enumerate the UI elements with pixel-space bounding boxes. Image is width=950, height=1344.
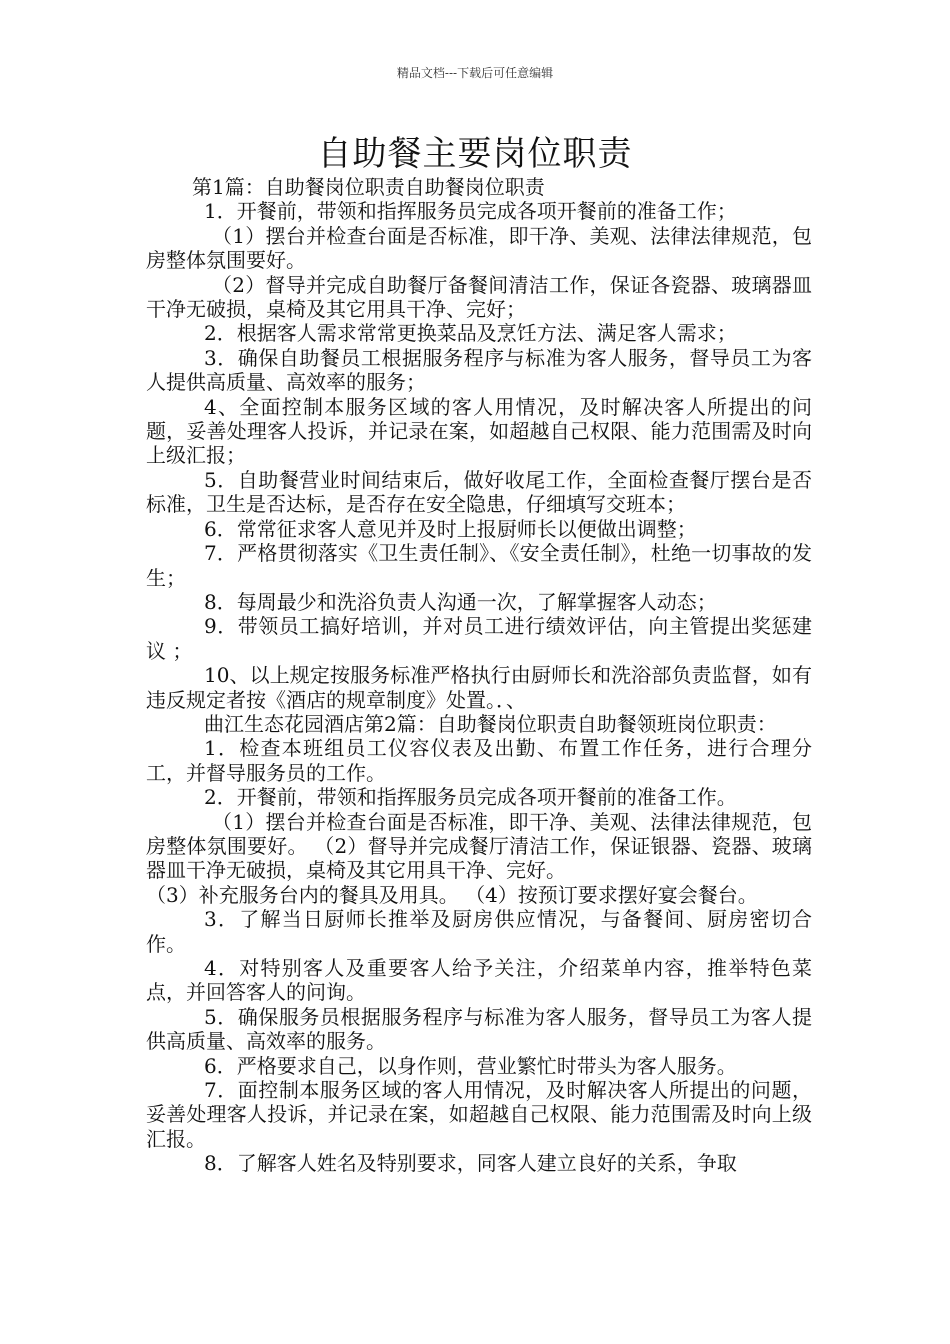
paragraph: 2．开餐前，带领和指挥服务员完成各项开餐前的准备工作。 (204, 785, 737, 810)
paragraph: 1．检查本班组员工仪容仪表及出勤、布置工作任务，进行合理分工，并督导服务员的工作。 (146, 736, 812, 785)
paragraph: （2）督导并完成自助餐厅备餐间清洁工作，保证各瓷器、玻璃器皿干净无破损，桌椅及其它用具干净、完好； (146, 272, 812, 322)
document-title: 自助餐主要岗位职责 (317, 134, 633, 174)
paragraph: 7．面控制本服务区域的客人用情况，及时解决客人所提出的问题，妥善处理客人投诉，并记录在案，如超越自己权限、能力范围需及时向上级汇报。 (146, 1078, 812, 1151)
section-heading-1: 第1篇：自助餐岗位职责自助餐岗位职责 (192, 175, 545, 199)
paragraph: 10、以上规定按服务标准严格执行由厨师长和洗浴部负责监督，如有违反规定者按《酒店的规章制度》处置。．、 (146, 663, 812, 712)
paragraph: （1）摆台并检查台面是否标准，即干净、美观、法律法律规范，包房整体氛围要好。 (146, 223, 812, 273)
section-heading-2: 曲江生态花园酒店第2篇：自助餐岗位职责自助餐领班岗位职责： (204, 711, 777, 736)
paragraph: 3．了解当日厨师长推举及厨房供应情况，与备餐间、厨房密切合作。 (146, 907, 812, 956)
paragraph: 1．开餐前，带领和指挥服务员完成各项开餐前的准备工作； (204, 199, 737, 224)
paragraph: 9．带领员工搞好培训，并对员工进行绩效评估，向主管提出奖惩建议 ； (146, 614, 812, 663)
paragraph: 6．常常征求客人意见并及时上报厨师长以便做出调整； (204, 516, 697, 541)
paragraph: 7．严格贯彻落实《卫生责任制》、《安全责任制》，杜绝一切事故的发生； (146, 541, 812, 590)
paragraph: 2．根据客人需求常常更换菜品及烹饪方法、满足客人需求； (204, 321, 737, 346)
document-body (146, 175, 812, 1176)
paragraph: 8．每周最少和洗浴负责人沟通一次，了解掌握客人动态； (204, 589, 717, 614)
paragraph: 4、全面控制本服务区域的客人用情况，及时解决客人所提出的问题，妥善处理客人投诉，并记录在案，如超越自己权限、能力范围需及时向上级汇报； (146, 394, 812, 468)
paragraph: 4．对特别客人及重要客人给予关注，介绍菜单内容，推举特色菜点，并回答客人的问询。 (146, 956, 812, 1005)
paragraph: （3）补充服务台内的餐具及用具。 （4）按预订要求摆好宴会餐台。 (146, 882, 758, 907)
paragraph: 6．严格要求自己，以身作则，营业繁忙时带头为客人服务。 (204, 1053, 737, 1078)
paragraph: 5．自助餐营业时间结束后，做好收尾工作，全面检查餐厅摆台是否标准，卫生是否达标，是否存在安全隐患，仔细填写交班本； (146, 467, 812, 517)
paragraph: 8．了解客人姓名及特别要求，同客人建立良好的关系，争取 (204, 1151, 737, 1176)
page-header: 精品文档---下载后可任意编辑 (396, 66, 554, 80)
paragraph: （1）摆台并检查台面是否标准，即干净、美观、法律法律规范，包房整体氛围要好。 （2）督导并完成餐厅清洁工作，保证银器、瓷器、玻璃器皿干净无破损，桌椅及其它用具干净、完好。 (146, 809, 812, 883)
paragraph: 5．确保服务员根据服务程序与标准为客人服务，督导员工为客人提供高质量、高效率的服务。 (146, 1004, 812, 1054)
paragraph: 3．确保自助餐员工根据服务程序与标准为客人服务，督导员工为客人提供高质量、高效率的服务； (146, 345, 812, 395)
